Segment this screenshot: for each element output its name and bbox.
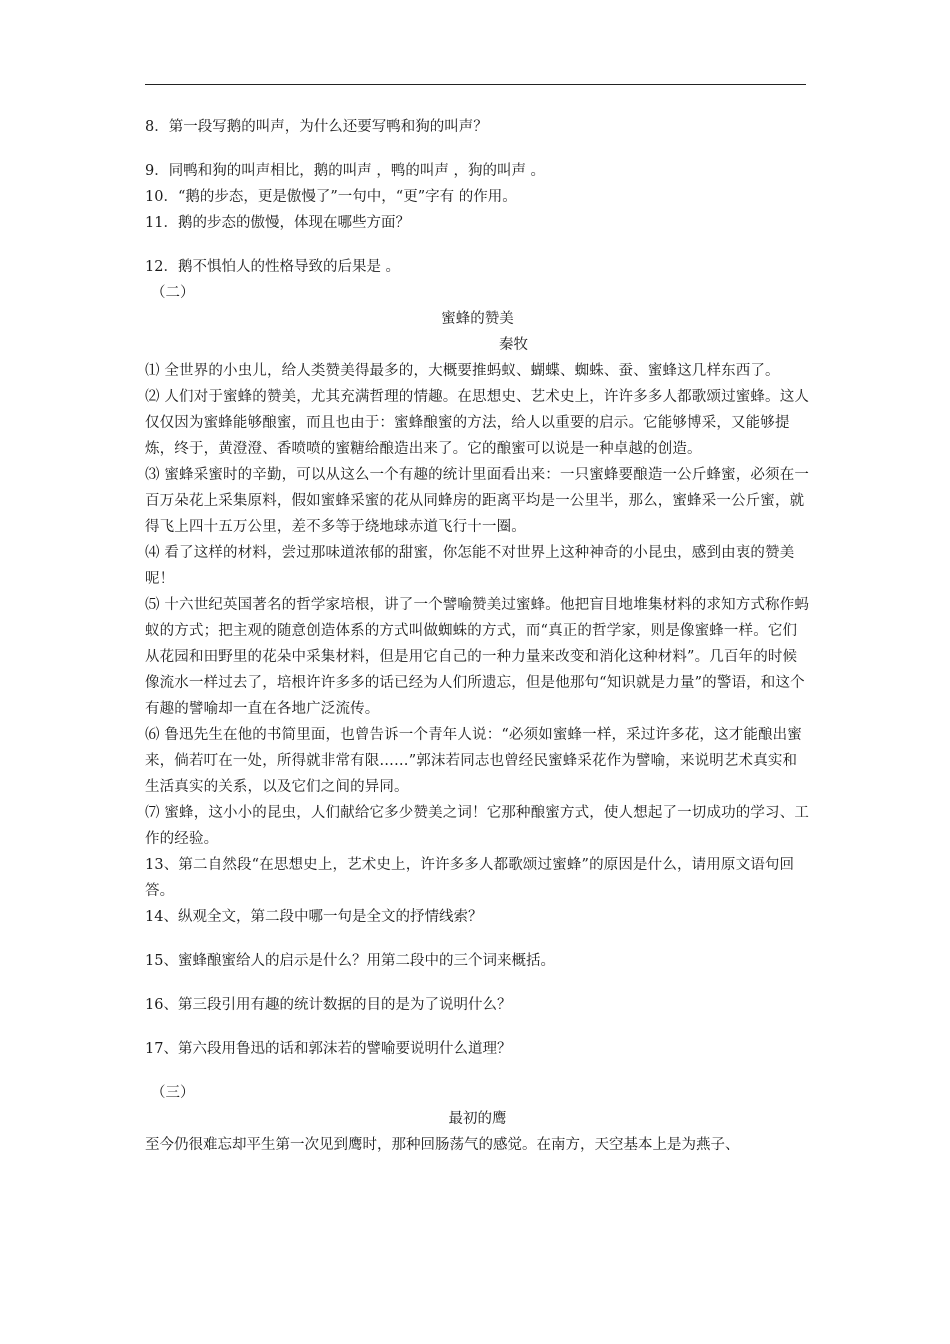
paragraph-7: ⑺ 蜜蜂，这小小的昆虫，人们献给它多少赞美之词！它那种酿蜜方式，使人想起了一切成功的学习、工作的经验。 xyxy=(145,805,810,847)
section-2-label: （二） xyxy=(151,285,195,301)
header-rule xyxy=(145,84,806,85)
section-2-author: 秦牧 xyxy=(499,337,528,353)
question-12: 12．鹅不惧怕人的性格导致的后果是 。 xyxy=(145,259,401,275)
question-13: 13、第二自然段“在思想史上，艺术史上，许许多多人都歌颂过蜜蜂”的原因是什么，请用原文语句回答。 xyxy=(145,857,795,899)
question-15: 15、蜜蜂酿蜜给人的启示是什么？用第二段中的三个词来概括。 xyxy=(145,953,555,969)
question-16: 16、第三段引用有趣的统计数据的目的是为了说明什么？ xyxy=(145,997,512,1013)
section-2-title: 蜜蜂的赞美 xyxy=(441,311,514,327)
question-8: 8．第一段写鹅的叫声，为什么还要写鸭和狗的叫声？ xyxy=(145,119,488,135)
paragraph-1: ⑴ 全世界的小虫儿，给人类赞美得最多的，大概要推蚂蚁、蝴蝶、蜘蛛、蚕、蜜蜂这几样东西了。 xyxy=(145,363,780,379)
question-11: 11．鹅的步态的傲慢，体现在哪些方面？ xyxy=(145,215,410,231)
paragraph-5: ⑸ 十六世纪英国著名的哲学家培根，讲了一个譬喻赞美过蜜蜂。他把盲目地堆集材料的求知方式称作蚂蚁的方式；把主观的随意创造体系的方式叫做蜘蛛的方式，而“真正的哲学家，则是像蜜蜂一样。它们从花园和田野里的花朵中采集材料，但是用它自己的一种力量来改变和消化这种材料”。几百年的时候像流水一样过去了，培根许许多多的话已经为人们所遗忘，但是他那句“知识就是力量”的警语，和这个有趣的譬喻却一直在各地广泛流传。 xyxy=(145,597,810,717)
question-17: 17、第六段用鲁迅的话和郭沫若的譬喻要说明什么道理？ xyxy=(145,1041,512,1057)
question-14: 14、纵观全文，第二段中哪一句是全文的抒情线索？ xyxy=(145,909,483,925)
paragraph-3: ⑶ 蜜蜂采蜜时的辛勤，可以从这么一个有趣的统计里面看出来：一只蜜蜂要酿造一公斤蜂蜜，必须在一百万朵花上采集原料，假如蜜蜂采蜜的花从同蜂房的距离平均是一公里半，那么，蜜蜂采一公斤蜜，就得飞上四十五万公里，差不多等于绕地球赤道飞行十一圈。 xyxy=(145,467,810,535)
document-body xyxy=(145,114,810,1158)
question-9: 9．同鸭和狗的叫声相比，鹅的叫声 ，鸭的叫声 ，狗的叫声 。 xyxy=(145,163,546,179)
paragraph-6: ⑹ 鲁迅先生在他的书简里面，也曾告诉一个青年人说：“必须如蜜蜂一样，采过许多花，这才能酿出蜜来，倘若叮在一处，所得就非常有限……”郭沫若同志也曾经民蜜蜂采花作为譬喻，来说明艺术真实和生活真实的关系，以及它们之间的异同。 xyxy=(145,727,802,795)
paragraph-2: ⑵ 人们对于蜜蜂的赞美，尤其充满哲理的情趣。在思想史、艺术史上，许许多多人都歌颂过蜜蜂。这人仅仅因为蜜蜂能够酿蜜，而且也由于：蜜蜂酿蜜的方法，给人以重要的启示。它能够博采，又能够提炼，终于，黄澄澄、香喷喷的蜜糖给酿造出来了。它的酿蜜可以说是一种卓越的创造。 xyxy=(145,389,810,457)
question-10: 10．“鹅的步态，更是傲慢了”一句中，“更”字有 的作用。 xyxy=(145,189,517,205)
section-3-first-line: 至今仍很难忘却平生第一次见到鹰时，那种回肠荡气的感觉。在南方，天空基本上是为燕子、 xyxy=(145,1137,740,1153)
paragraph-4: ⑷ 看了这样的材料，尝过那味道浓郁的甜蜜，你怎能不对世界上这种神奇的小昆虫，感到由衷的赞美呢！ xyxy=(145,545,795,587)
section-3-label: （三） xyxy=(151,1085,195,1101)
section-3-title: 最初的鹰 xyxy=(448,1111,507,1127)
